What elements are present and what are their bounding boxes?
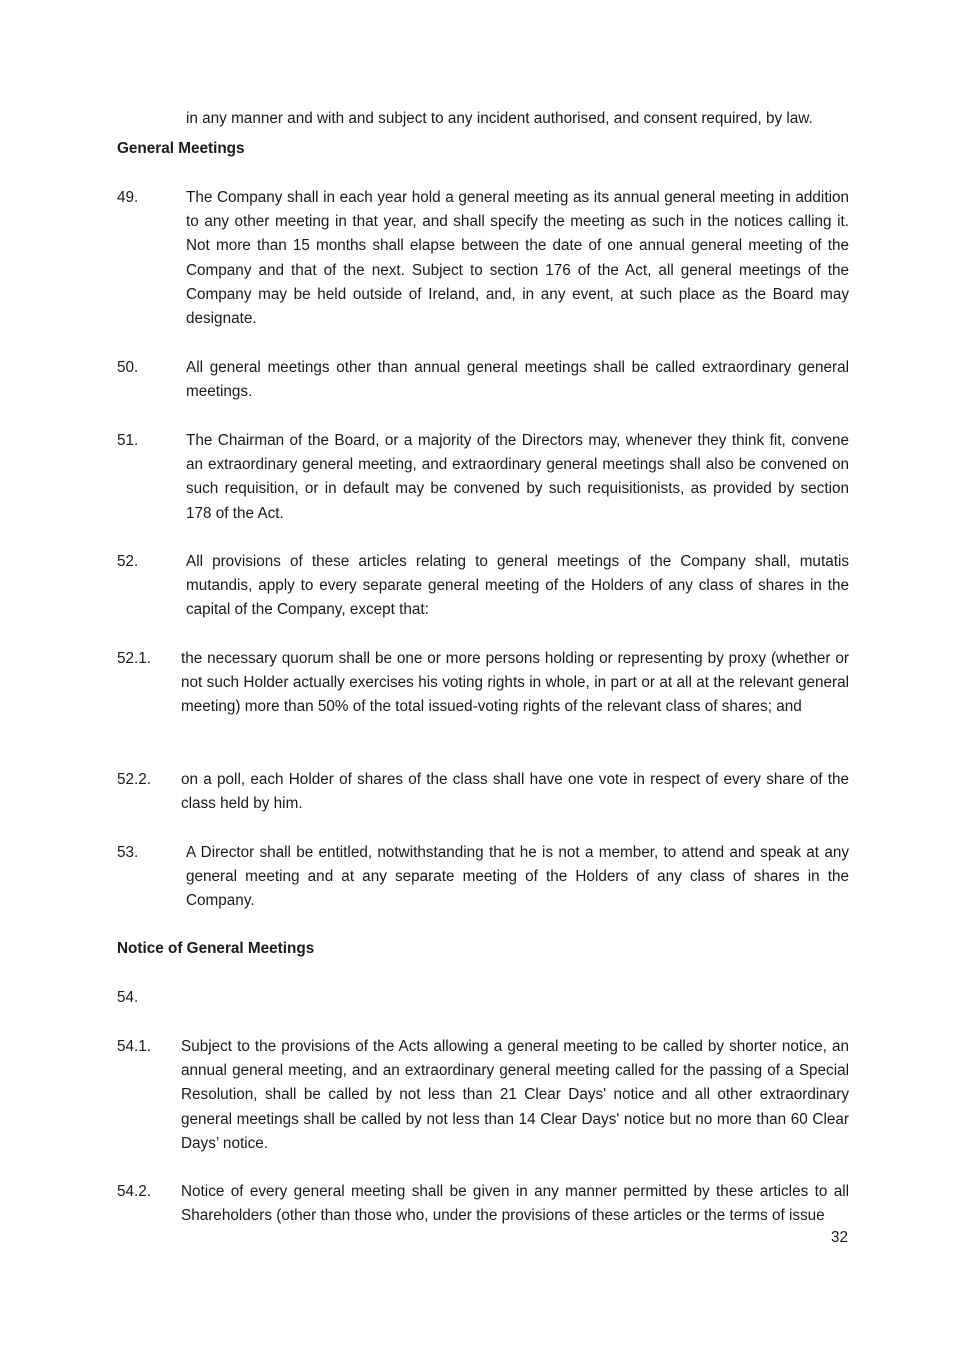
- article-number: 54.: [117, 989, 139, 1006]
- article-number: 52.1.: [117, 650, 152, 667]
- article-text: All provisions of these articles relating to general meetings of the Company shall, mutatis mutandis, apply to every separate general meeting of the Holders of any class of shares in the capital of the Company, except that:: [186, 553, 849, 619]
- article-text: Notice of every general meeting shall be given in any manner permitted by these articles to all Shareholders (other than those who, under the provisions of these articles or the terms of issue: [181, 1183, 849, 1225]
- page-number: 32: [830, 1229, 848, 1246]
- article-number: 54.1.: [117, 1038, 152, 1055]
- article-text: The Chairman of the Board, or a majority of the Directors may, whenever they think fit, convene an extraordinary general meeting, and extraordinary general meetings shall also be convened on such requisition, or in default may be convened by such requisitionists, as provided by section 178 of the Act.: [186, 432, 849, 522]
- article-text: the necessary quorum shall be one or more persons holding or representing by proxy (whether or not such Holder actually exercises his voting rights in whole, in part or at all at the relevant general meeting) more than 50% of the total issued-voting rights of the relevant class of shares; and: [181, 650, 849, 716]
- article-text: on a poll, each Holder of shares of the class shall have one vote in respect of every share of the class held by him.: [181, 771, 849, 813]
- heading-notice-of-general-meetings: Notice of General Meetings: [117, 940, 315, 957]
- article-number: 53.: [117, 844, 139, 861]
- continuation-text: in any manner and with and subject to any incident authorised, and consent required, by law.: [186, 110, 813, 127]
- article-number: 50.: [117, 359, 139, 376]
- article-text: Subject to the provisions of the Acts allowing a general meeting to be called by shorter notice, an annual general meeting, and an extraordinary general meeting called for the passing of a Special Resolution, shall be called by not less than 21 Clear Days' notice and all other extraordinary general meetings shall be called by not less than 14 Clear Days' notice but no more than 60 Clear Days’ notice.: [181, 1038, 849, 1152]
- article-text: All general meetings other than annual general meetings shall be called extraordinary general meetings.: [186, 359, 849, 401]
- heading-general-meetings: General Meetings: [117, 140, 245, 157]
- article-number: 52.2.: [117, 771, 152, 788]
- article-text: A Director shall be entitled, notwithstanding that he is not a member, to attend and speak at any general meeting and at any separate meeting of the Holders of any class of shares in the Company.: [186, 844, 849, 910]
- article-number: 52.: [117, 553, 139, 570]
- article-number: 51.: [117, 432, 139, 449]
- article-number: 49.: [117, 189, 139, 206]
- article-text: The Company shall in each year hold a general meeting as its annual general meeting in addition to any other meeting in that year, and shall specify the meeting as such in the notices calling it. Not more than 15 months shall elapse between the date of one annual general meeting of the Company and that of the next. Subject to section 176 of the Act, all general meetings of the Company may be held outside of Ireland, and, in any event, at such place as the Board may designate.: [186, 189, 849, 328]
- article-number: 54.2.: [117, 1183, 152, 1200]
